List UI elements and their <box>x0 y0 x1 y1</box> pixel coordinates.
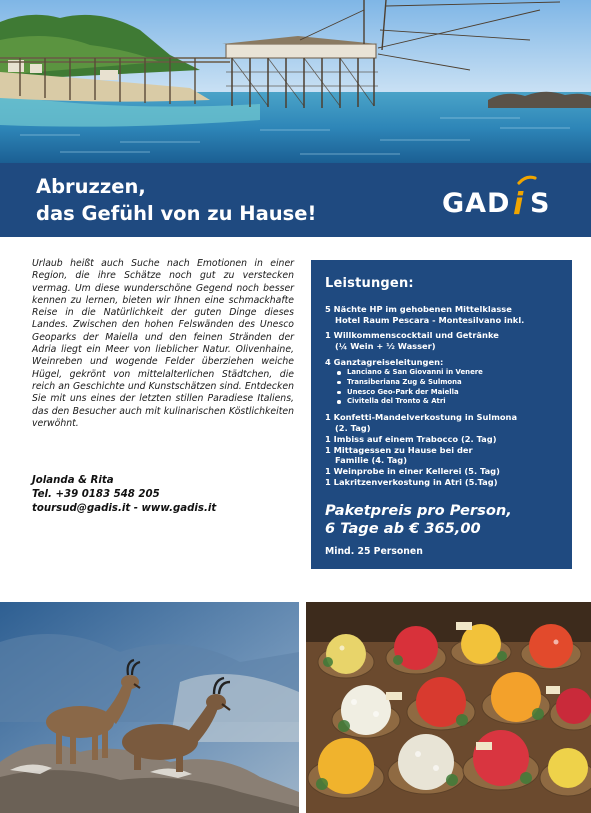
price-line-2: 6 Tage ab € 365,00 <box>325 519 481 537</box>
confetti-flowers-illustration <box>306 602 591 813</box>
contact-names: Jolanda & Rita <box>32 475 114 486</box>
service-snack <box>325 434 565 445</box>
service-wine <box>325 466 565 477</box>
title-band <box>0 163 591 237</box>
page-title <box>36 173 316 227</box>
services-list <box>325 304 565 489</box>
trabocco-illustration <box>0 0 591 163</box>
guide-item: Civitella del Tronto & Atri <box>325 397 565 407</box>
service-hotel-line1: 5 Nächte HP im gehobenen Mittelklasse <box>325 304 512 314</box>
guide-item: Lanciano & San Giovanni in Venere <box>325 368 565 378</box>
contact-block <box>32 474 302 516</box>
guides-sublist <box>325 368 565 406</box>
package-price <box>325 502 512 537</box>
service-welcome <box>325 330 565 351</box>
chamois-photo <box>0 602 299 813</box>
service-confetti-line2: (2. Tag) <box>335 422 371 433</box>
price-line-1: Paketpreis pro Person, <box>325 502 512 519</box>
min-persons: Mind. 25 Personen <box>325 546 423 557</box>
service-wine-label: 1 Weinprobe in einer Kellerei (5. Tag) <box>325 466 500 477</box>
service-hotel <box>325 304 565 325</box>
services-title: Leistungen: <box>325 276 414 291</box>
service-confetti <box>325 412 565 433</box>
chamois-illustration <box>0 602 299 813</box>
service-hotel-line2: Hotel Raum Pescara - Montesilvano inkl. <box>335 314 525 325</box>
title-line-2: das Gefühl von zu Hause! <box>36 202 317 225</box>
service-lunch-line1: 1 Mittagessen zu Hause bei der <box>325 444 473 455</box>
service-guides <box>325 357 565 407</box>
gadis-logo <box>442 174 564 222</box>
hero-photo-trabocco <box>0 0 591 163</box>
service-welcome-line1: 1 Willkommenscocktail und Getränke <box>325 330 499 341</box>
svg-text:i: i <box>513 187 524 222</box>
intro-paragraph: Urlaub heißt auch Suche nach Emotionen in einer Region, die ihre Schätze noch gut zu verstecken vermag. Um diese wunderschöne Gegend noch besser kennen zu lernen, bieten wir Ihnen eine schmackhafte Reise in die Natürlichkeit der guten Dinge dieses Landes. Zwischen den hohen Felswänden des Unesco Geoparks der Maiella und den feinen Stränden der Adria liegt ein Meer von lieblicher Natur. Olivenhaine, Weinreben und wogende Felder überziehen weiche Hügel, gekrönt von mittelalterlichen Städtchen, die reich an Geschichte und Kunstschätzen sind. Entdecken Sie mit uns eines der letzten stillen Paradiese Italiens, das den Besucher auch mit kulinarischen Köstlichkeiten verwöhnt. <box>32 258 294 429</box>
service-lunch <box>325 445 565 466</box>
service-snack-label: 1 Imbiss auf einem Trabocco (2. Tag) <box>325 433 497 444</box>
contact-email-web[interactable]: toursud@gadis.it - www.gadis.it <box>32 503 217 514</box>
guide-item: Transiberiana Zug & Sulmona <box>325 378 565 388</box>
service-confetti-line1: 1 Konfetti-Mandelverkostung in Sulmona <box>325 411 518 422</box>
confetti-flowers-photo <box>306 602 591 813</box>
services-box <box>311 260 572 569</box>
service-guides-label: 4 Ganztagreiseleitungen: <box>325 356 444 367</box>
svg-text:S: S <box>530 188 550 219</box>
guide-item: Unesco Geo-Park der Maiella <box>325 388 565 398</box>
contact-phone: Tel. +39 0183 548 205 <box>32 489 160 500</box>
service-welcome-line2: (¼ Wein + ½ Wasser) <box>335 340 436 351</box>
service-licorice <box>325 477 565 488</box>
service-licorice-label: 1 Lakritzenverkostung in Atri (5.Tag) <box>325 477 498 488</box>
gadis-logo-mark <box>442 174 564 222</box>
service-lunch-line2: Familie (4. Tag) <box>335 455 407 466</box>
title-line-1: Abruzzen, <box>36 175 146 198</box>
svg-text:GAD: GAD <box>442 188 511 219</box>
